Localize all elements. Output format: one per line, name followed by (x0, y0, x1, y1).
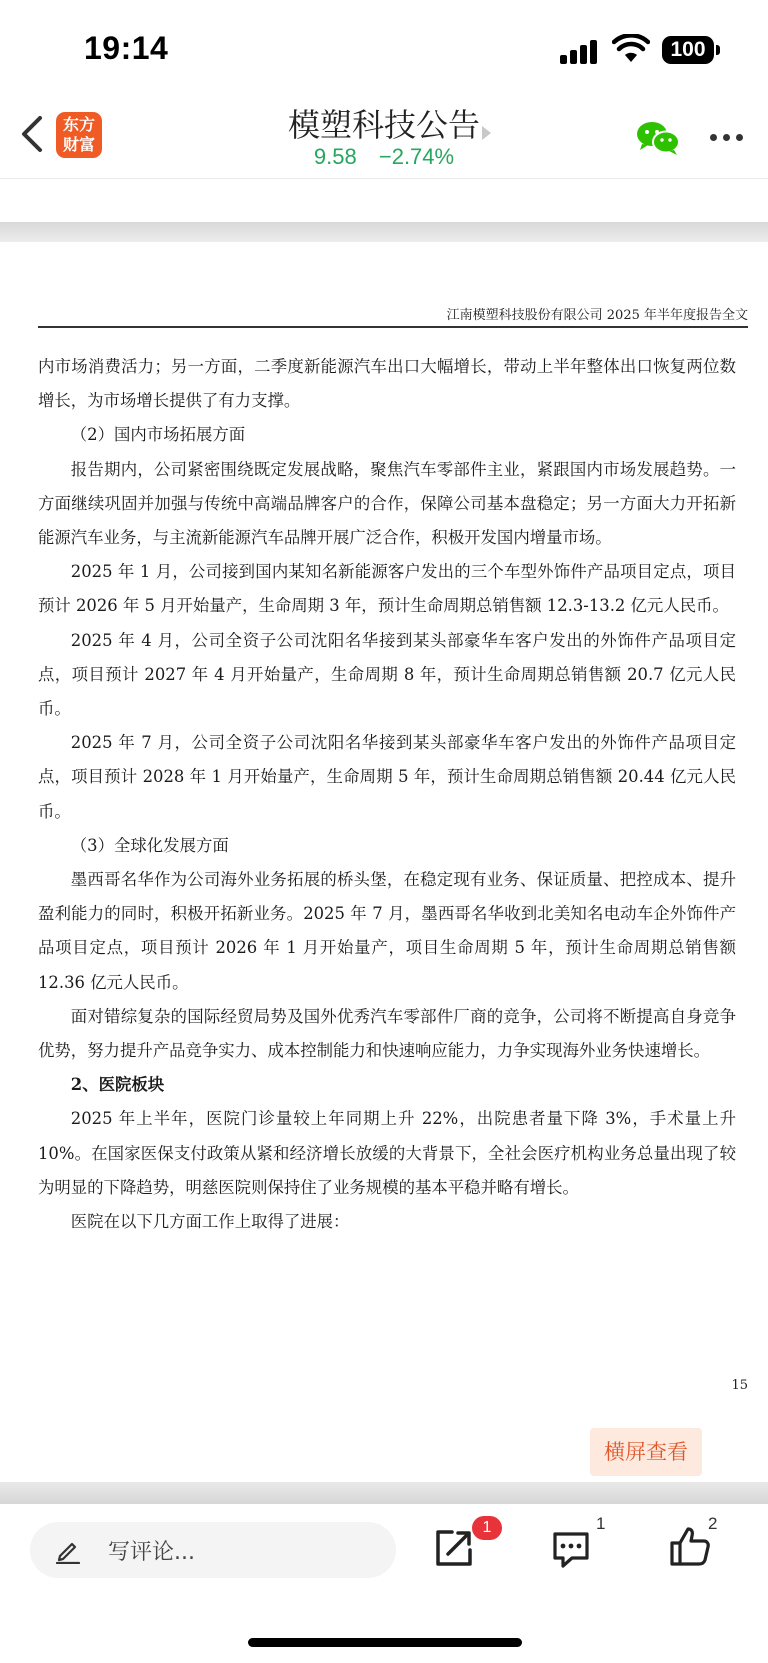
app-logo-line2: 财富 (62, 135, 95, 154)
section-heading: （3）全球化发展方面 (70, 835, 229, 855)
share-icon[interactable] (432, 1526, 476, 1570)
page-number: 15 (731, 1378, 748, 1393)
battery-tip (716, 45, 720, 55)
comment-input[interactable] (30, 1522, 396, 1578)
comment-placeholder: 写评论... (108, 1540, 195, 1565)
document-page[interactable] (0, 242, 768, 1482)
more-options-icon[interactable] (710, 132, 744, 142)
cellular-signal-icon (560, 38, 600, 64)
paragraph: 面对错综复杂的国际经贸局势及国外优秀汽车零部件厂商的竞争，公司将不断提高自身竞争优势，努力提升产品竞争实力、成本控制能力和快速响应能力，力争实现海外业务快速增长。 (38, 1006, 736, 1061)
status-bar (0, 0, 768, 96)
status-time: 19:14 (84, 30, 169, 66)
like-count: 2 (708, 1514, 718, 1533)
caret-right-icon (482, 126, 491, 140)
paragraph: 墨西哥名华作为公司海外业务拓展的桥头堡，在稳定现有业务、保证质量、把控成本、提升盈利能力的同时，积极开拓新业务。2025 年 7 月，墨西哥名华收到北美知名电动车企外饰件产品项目定点，项目预计 2026 年 1 月开始量产，项目生命周期 5 年，预计生命周期总销售额 12.36 亿元人民币。 (38, 870, 736, 992)
paragraph: 报告期内，公司紧密围绕既定发展战略，聚焦汽车零部件主业，紧跟国内市场发展趋势。一方面继续巩固并加强与传统中高端品牌客户的合作，保障公司基本盘稳定；另一方面大力开拓新能源汽车业务，与主流新能源汽车品牌开展广泛合作，积极开发国内增量市场。 (38, 459, 736, 548)
wifi-icon (612, 34, 650, 64)
nav-bar (0, 96, 768, 178)
page-gap-bottom (0, 1482, 768, 1504)
section-heading: （2）国内市场拓展方面 (70, 425, 246, 445)
pencil-icon (54, 1536, 82, 1564)
paragraph: 2025 年 1 月，公司接到国内某知名新能源客户发出的三个车型外饰件产品项目定点，项目预计 2026 年 5 月开始量产，生命周期 3 年，预计生命周期总销售额 12.3-13.2 亿元人民币。 (38, 562, 736, 616)
paragraph: 2025 年上半年，医院门诊量较上年同期上升 22%，出院患者量下降 3%，手术量上升 10%。在国家医保支付政策从紧和经济增长放缓的大背景下，全社会医疗机构业务总量出现了较为明显的下降趋势，明慈医院则保持住了业务规模的基本平稳并略有增长。 (38, 1109, 736, 1197)
landscape-view-button[interactable]: 横屏查看 (590, 1428, 702, 1476)
wechat-share-icon[interactable] (636, 120, 680, 156)
stock-change: −2.74% (378, 144, 455, 169)
bottom-action-bar (0, 1504, 768, 1663)
battery-icon: 100 (662, 36, 714, 64)
section-heading: 2、医院板块 (70, 1075, 165, 1095)
page-title[interactable]: 模塑科技公告 (287, 106, 480, 144)
comments-icon[interactable] (550, 1528, 592, 1570)
thumbs-up-icon[interactable] (668, 1524, 712, 1568)
document-header: 江南模塑科技股份有限公司 2025 年半年度报告全文 (446, 308, 748, 323)
app-logo-line1: 东方 (62, 115, 95, 134)
comment-count: 1 (596, 1514, 606, 1533)
paragraph: 2025 年 4 月，公司全资子公司沈阳名华接到某头部豪华车客户发出的外饰件产品项目定点，项目预计 2027 年 4 月开始量产，生命周期 8 年，预计生命周期总销售额 20.7 亿元人民币。 (38, 630, 736, 719)
paragraph: 医院在以下几方面工作上取得了进展： (70, 1212, 350, 1232)
document-header-rule (38, 326, 748, 328)
page-gap-top (0, 222, 768, 242)
share-badge: 1 (472, 1516, 502, 1540)
nav-divider (0, 178, 768, 179)
home-indicator (248, 1638, 522, 1647)
document-body (38, 350, 736, 1239)
paragraph: 2025 年 7 月，公司全资子公司沈阳名华接到某头部豪华车客户发出的外饰件产品项目定点，项目预计 2028 年 1 月开始量产，生命周期 5 年，预计生命周期总销售额 20.44 亿元人民币。 (38, 733, 736, 821)
stock-price: 9.58 (313, 144, 357, 169)
paragraph: 内市场消费活力；另一方面，二季度新能源汽车出口大幅增长，带动上半年整体出口恢复两位数增长，为市场增长提供了有力支撑。 (38, 357, 736, 411)
